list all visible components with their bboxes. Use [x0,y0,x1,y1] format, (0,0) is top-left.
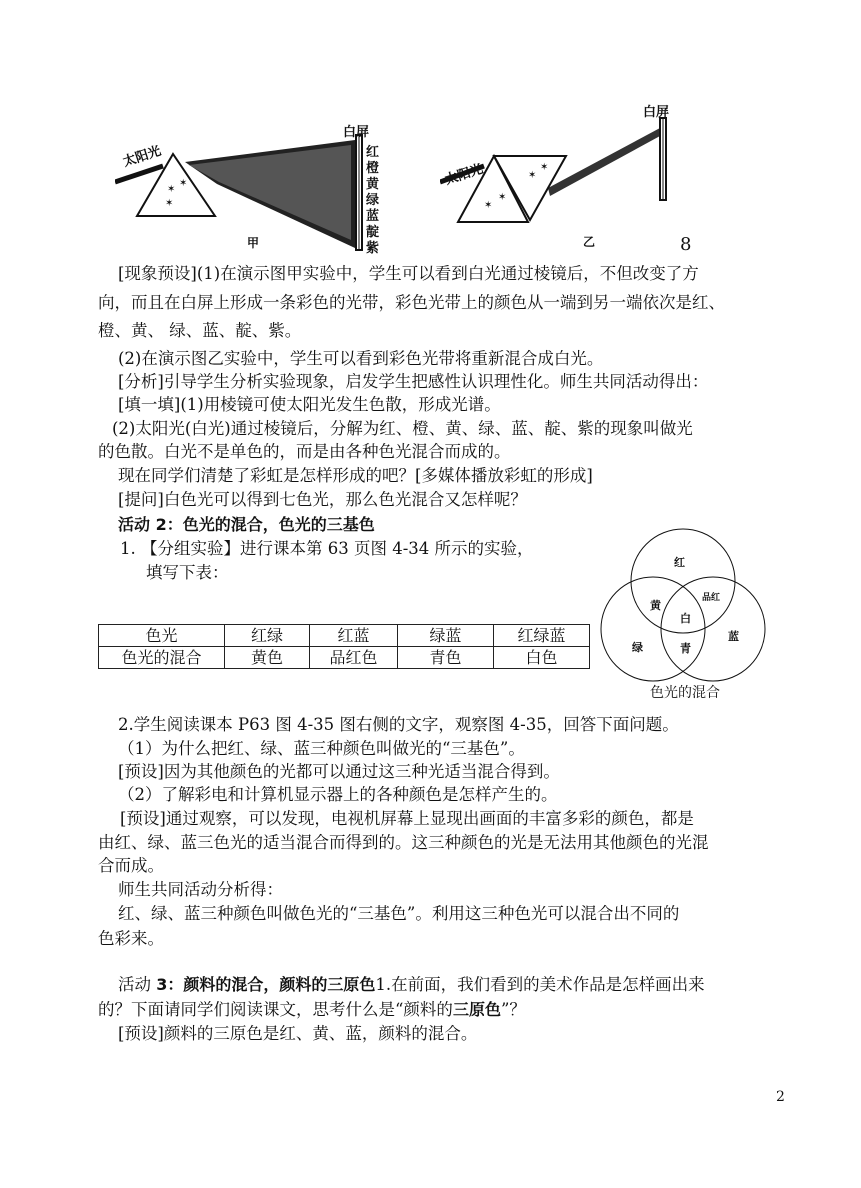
color-mixing-venn-diagram [596,525,776,690]
table-cell: 色光 [99,625,225,647]
group-experiment-line: 1. 【分组实验】进行课本第 63 页图 4-34 所示的实验， [120,539,534,558]
figure-caption-yi: 乙 [583,235,596,249]
activity-3-text: 1.在前面，我们看到的美术作品是怎样画出来 [375,975,705,994]
dispersion-line-2: 的色散。白光不是单色的，而是由各种色光混合而成的。 [98,442,511,461]
venn-label-red: 红 [674,556,685,569]
table-cell: 品红色 [310,647,398,669]
svg-text:✶: ✶ [484,200,493,211]
prism-figure-jia [115,120,405,255]
table-cell: 青色 [398,647,494,669]
phenomenon-line-2: 向，而且在白屏上形成一条彩色的光带，彩色光带上的颜色从一端到另一端依次是红、 [98,293,725,312]
activity-3-emphasis: 三原色 [452,1000,501,1019]
table-row [99,625,590,647]
table-cell: 红绿 [225,625,310,647]
venn-caption: 色光的混合 [650,685,720,701]
fill-table-line: 填写下表： [146,563,229,582]
svg-text:✶: ✶ [167,184,176,195]
color-mixing-table [98,624,590,669]
svg-text:✶: ✶ [165,198,174,209]
spectrum-label-blue: 蓝 [366,209,380,224]
joint-analysis-line: 师生共同活动分析得： [118,880,283,899]
phenomenon-line-4: (2)在演示图乙实验中，学生可以看到彩色光带将重新混合成白光。 [118,349,604,368]
dispersion-line-1: (2)太阳光(白光)通过棱镜后，分解为红、橙、黄、绿、蓝、靛、紫的现象叫做光 [112,419,693,438]
activity-3-line-2 [98,999,526,1021]
venn-label-cyan: 青 [680,642,691,655]
table-cell: 红绿蓝 [494,625,590,647]
phenomenon-line-1: [现象预设](1)在演示图甲实验中，学生可以看到白光通过棱镜后，不但改变了方 [118,264,699,283]
table-cell: 红蓝 [310,625,398,647]
activity-3-question-end: ”？ [500,1000,526,1019]
spectrum-label-orange: 橙 [366,161,380,176]
svg-text:✶: ✶ [498,192,507,203]
question-1-line: （1）为什么把红、绿、蓝三种颜色叫做光的“三基色”。 [118,739,525,758]
table-row [99,647,590,669]
venn-label-green: 绿 [632,641,643,654]
phenomenon-line-3: 橙、黄、 绿、蓝、靛、紫。 [98,321,302,340]
activity-3-line-1 [118,974,705,996]
sunlight-label-jia: 太阳光 [121,143,163,171]
spectrum-label-violet: 紫 [366,241,380,256]
svg-text:✶: ✶ [540,162,549,173]
question-line: [提问]白色光可以得到七色光，那么色光混合又怎样呢？ [118,490,527,509]
venn-label-yellow: 黄 [650,599,661,612]
spectrum-label-green: 绿 [366,193,380,208]
screen-label-jia: 白屏 [343,125,370,140]
activity-2-heading: 活动 2：色光的混合，色光的三基色 [118,515,375,534]
spectrum-label-indigo: 靛 [366,225,380,240]
table-cell: 黄色 [225,647,310,669]
figure-number: 8 [680,234,692,255]
venn-label-blue: 蓝 [728,630,739,643]
analysis-line: [分析]引导学生分析实验现象，启发学生把感性认识理性化。师生共同活动得出： [118,372,709,391]
svg-text:✶: ✶ [179,178,188,189]
activity-3-prefix: 活动 [118,975,157,994]
sunlight-label-yi: 太阳光 [443,161,485,189]
answer-2-line-1: [预设]通过观察，可以发现，电视机屏幕上显现出画面的丰富多彩的颜色，都是 [120,809,694,828]
question-2-line: （2）了解彩电和计算机显示器上的各种颜色是怎样产生的。 [118,785,558,804]
spectrum-label-red: 红 [366,145,380,160]
reading-task-line: 2.学生阅读课本 P63 图 4-35 图右侧的文字，观察图 4-35，回答下面问题。 [118,715,679,734]
svg-text:✶: ✶ [528,170,537,181]
three-primary-line-2: 色彩来。 [98,929,164,948]
table-cell: 白色 [494,647,590,669]
page-number: 2 [776,1089,785,1105]
answer-2-line-3: 合而成。 [98,856,164,875]
spectrum-label-yellow: 黄 [366,177,380,192]
rainbow-line: 现在同学们清楚了彩虹是怎样形成的吧？[多媒体播放彩虹的形成] [118,466,593,485]
activity-3-question: 的？下面请同学们阅读课文，思考什么是“颜料的 [98,1000,453,1019]
venn-label-white: 白 [680,612,691,625]
three-primary-line-1: 红、绿、蓝三种颜色叫做色光的“三基色”。利用这三种色光可以混合出不同的 [118,904,680,923]
answer-2-line-2: 由红、绿、蓝三色光的适当混合而得到的。这三种颜色的光是无法用其他颜色的光混 [98,833,709,852]
fill-in-line: [填一填](1)用棱镜可使太阳光发生色散，形成光谱。 [118,395,501,414]
table-cell: 绿蓝 [398,625,494,647]
answer-1-line: [预设]因为其他颜色的光都可以通过这三种光适当混合得到。 [118,762,560,781]
venn-label-magenta: 品红 [702,593,721,603]
screen-label-yi: 白屏 [643,105,670,120]
pigment-preset-line: [预设]颜料的三原色是红、黄、蓝，颜料的混合。 [118,1024,478,1043]
figure-caption-jia: 甲 [247,236,260,250]
activity-3-heading: 3：颜料的混合，颜料的三原色 [156,975,376,994]
table-cell: 色光的混合 [99,647,225,669]
